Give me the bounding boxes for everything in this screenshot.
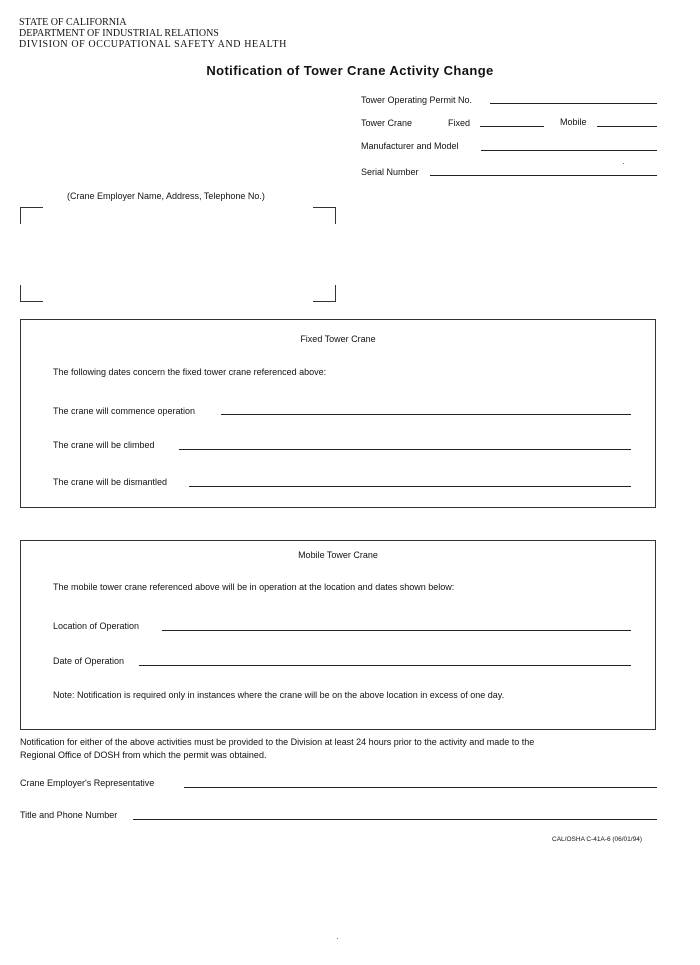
scan-speck <box>623 163 624 164</box>
commence-label: The crane will commence operation <box>53 406 196 416</box>
corner-mark-bottom-right <box>313 285 336 302</box>
employer-address-area[interactable] <box>20 207 336 302</box>
serial-label: Serial Number <box>361 167 419 177</box>
representative-field[interactable] <box>184 787 657 788</box>
title-phone-label: Title and Phone Number <box>20 810 118 820</box>
date-of-operation-label: Date of Operation <box>53 656 125 666</box>
tower-crane-label: Tower Crane <box>361 118 413 128</box>
scan-speck <box>337 938 338 939</box>
form-title: Notification of Tower Crane Activity Change <box>206 63 494 78</box>
commence-date-field[interactable] <box>221 414 631 415</box>
fixed-field[interactable] <box>480 126 544 127</box>
serial-field[interactable] <box>430 175 657 176</box>
notice-line-1: Notification for either of the above activities must be provided to the Division at least 24 hours prior to the activity and made to the <box>20 737 535 747</box>
agency-line-3: DIVISION OF OCCUPATIONAL SAFETY AND HEALTH <box>19 39 287 50</box>
employer-box-label: (Crane Employer Name, Address, Telephone No.) <box>67 191 265 201</box>
fixed-section-title: Fixed Tower Crane <box>300 334 376 344</box>
mobile-crane-section <box>20 540 656 730</box>
climbed-date-field[interactable] <box>179 449 631 450</box>
corner-mark-bottom-left <box>20 285 43 302</box>
representative-label: Crane Employer's Representative <box>20 778 155 788</box>
date-of-operation-field[interactable] <box>139 665 631 666</box>
fixed-crane-section <box>20 319 656 508</box>
location-label: Location of Operation <box>53 621 140 631</box>
corner-mark-top-left <box>20 207 43 224</box>
agency-line-1: STATE OF CALIFORNIA <box>19 17 127 28</box>
manufacturer-field[interactable] <box>481 150 657 151</box>
permit-no-field[interactable] <box>490 103 657 104</box>
fixed-label: Fixed <box>448 118 471 128</box>
mobile-label: Mobile <box>560 117 587 127</box>
corner-mark-top-right <box>313 207 336 224</box>
form-number: CAL/OSHA C-41A-6 (06/01/94) <box>552 836 642 843</box>
fixed-section-intro: The following dates concern the fixed tower crane referenced above: <box>53 367 327 377</box>
mobile-note: Note: Notification is required only in instances where the crane will be on the above location in excess of one day. <box>53 690 505 700</box>
agency-line-2: DEPARTMENT OF INDUSTRIAL RELATIONS <box>19 28 219 39</box>
location-field[interactable] <box>162 630 631 631</box>
mobile-section-intro: The mobile tower crane referenced above will be in operation at the location and dates shown below: <box>53 582 455 592</box>
mobile-field[interactable] <box>597 126 657 127</box>
title-phone-field[interactable] <box>133 819 657 820</box>
climbed-label: The crane will be climbed <box>53 440 155 450</box>
permit-no-label: Tower Operating Permit No. <box>361 95 473 105</box>
manufacturer-label: Manufacturer and Model <box>361 141 459 151</box>
mobile-section-title: Mobile Tower Crane <box>298 550 378 560</box>
agency-header <box>19 17 287 50</box>
notice-line-2: Regional Office of DOSH from which the permit was obtained. <box>20 750 267 760</box>
dismantled-date-field[interactable] <box>189 486 631 487</box>
dismantled-label: The crane will be dismantled <box>53 477 168 487</box>
